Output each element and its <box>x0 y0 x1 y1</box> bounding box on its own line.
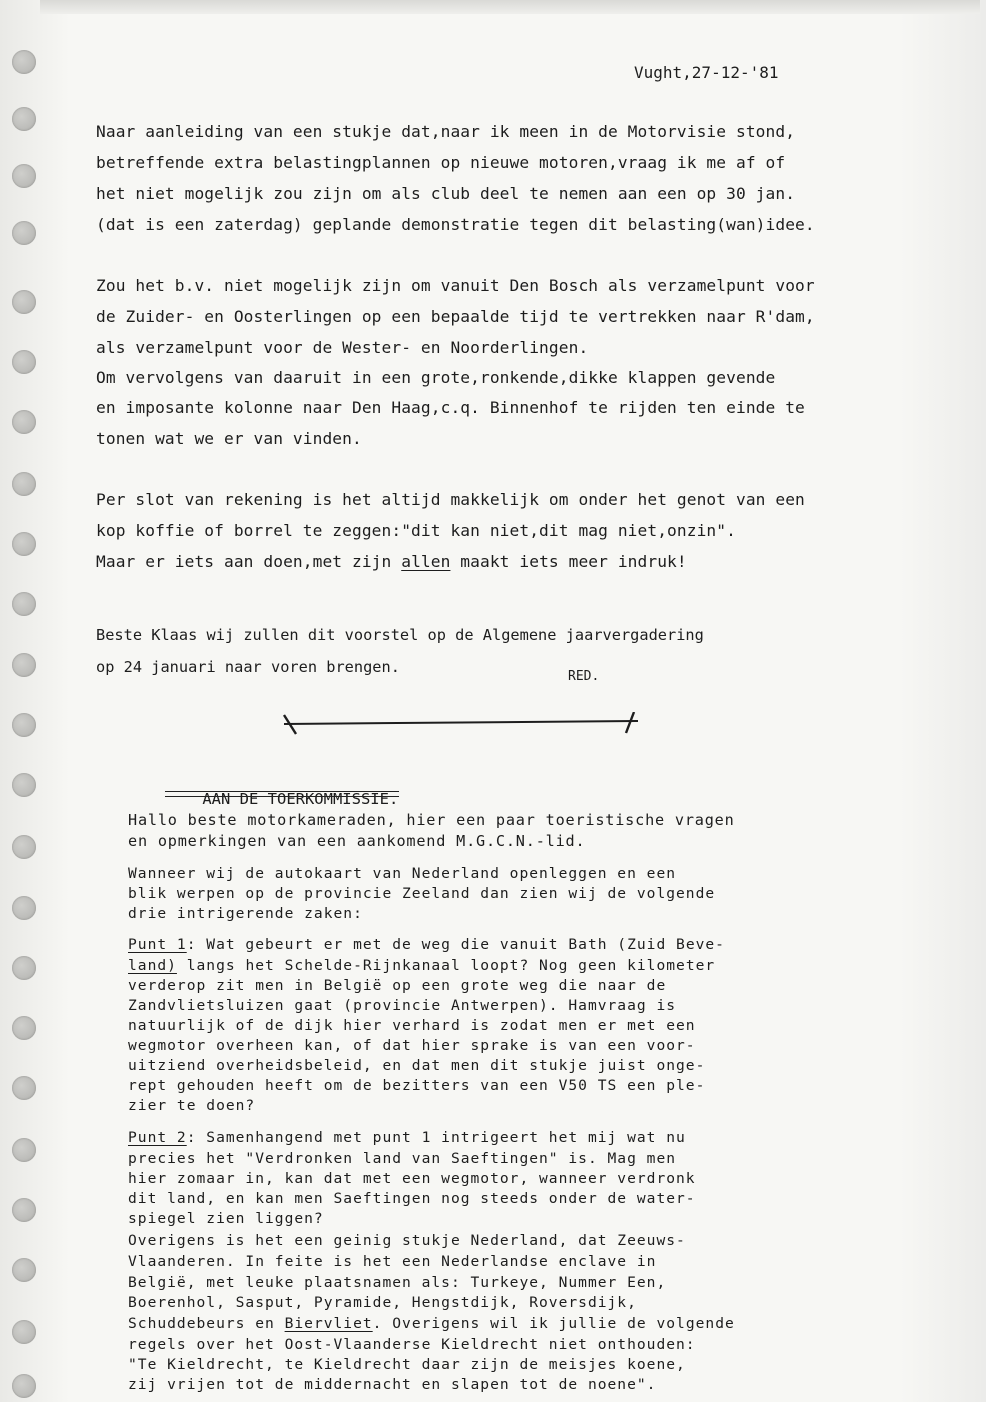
binder-hole-icon <box>12 1258 36 1282</box>
binder-hole-icon <box>12 290 36 314</box>
binder-hole-icon <box>12 835 36 859</box>
binder-hole-icon <box>12 107 36 131</box>
proposal-line: en imposante kolonne naar Den Haag,c.q. Binnenhof te rijden ten einde te <box>96 398 805 417</box>
reply-line: op 24 januari naar voren brengen. <box>96 658 400 676</box>
punt1-text: : Wat gebeurt er met de weg die vanuit Bath (Zuid Beve- <box>186 936 725 953</box>
punt2-text: : Samenhangend met punt 1 intrigeert het mij wat nu <box>186 1129 686 1146</box>
punt2-line: hier zomaar in, kan dat met een wegmotor, wanneer verdronk <box>128 1170 696 1187</box>
punt1-text: langs het Schelde-Rijnkanaal loopt? Nog geen kilometer <box>176 957 716 974</box>
punt1-line: Zandvlietsluizen gaat (provincie Antwerpen). Hamvraag is <box>128 997 677 1014</box>
closing-line <box>96 552 687 571</box>
punt2-line: precies het "Verdronken land van Saeftingen" is. Mag men <box>128 1150 677 1167</box>
reply-line: Beste Klaas wij zullen dit voorstel op de Algemene jaarvergadering <box>96 626 704 644</box>
punt2-line: Vlaanderen. In feite is het een Nederlandse enclave in <box>128 1253 657 1270</box>
punt2-line: dit land, en kan men Saeftingen nog steeds onder de water- <box>128 1190 696 1207</box>
binder-hole-icon <box>12 956 36 980</box>
para-line: drie intrigerende zaken: <box>128 905 363 922</box>
intro-line: (dat is een zaterdag) geplande demonstratie tegen dit belasting(wan)idee. <box>96 215 815 234</box>
binder-holes <box>12 40 42 1400</box>
closing-text: maakt iets meer indruk! <box>450 552 687 571</box>
proposal-line: de Zuider- en Oosterlingen op een bepaalde tijd te vertrekken naar R'dam, <box>96 307 815 326</box>
double-underline <box>165 791 399 797</box>
page-top-edge <box>40 0 980 14</box>
letter-date: Vught,27-12-'81 <box>634 63 779 82</box>
punt1-line: natuurlijk of de dijk hier verhard is zodat men er met een <box>128 1017 696 1034</box>
binder-hole-icon <box>12 1374 36 1398</box>
binder-hole-icon <box>12 1076 36 1100</box>
para-line: blik werpen op de provincie Zeeland dan zien wij de volgende <box>128 885 716 902</box>
binder-hole-icon <box>12 653 36 677</box>
para-line: Wanneer wij de autokaart van Nederland openleggen en een <box>128 865 677 882</box>
binder-hole-icon <box>12 532 36 556</box>
intro-line: Naar aanleiding van een stukje dat,naar ik meen in de Motorvisie stond, <box>96 122 796 141</box>
punt1-land: land) <box>128 957 177 974</box>
binder-hole-icon <box>12 472 36 496</box>
binder-hole-icon <box>12 773 36 797</box>
binder-hole-icon <box>12 1016 36 1040</box>
punt2-line: spiegel zien liggen? <box>128 1210 324 1227</box>
binder-hole-icon <box>12 713 36 737</box>
punt1-line <box>128 957 715 974</box>
binder-hole-icon <box>12 221 36 245</box>
poem-line: zij vrijen tot de middernacht en slapen tot de noene". <box>128 1376 657 1393</box>
underlined-word: allen <box>401 552 451 571</box>
binder-hole-icon <box>12 50 36 74</box>
proposal-line: als verzamelpunt voor de Wester- en Noorderlingen. <box>96 338 589 357</box>
binder-hole-icon <box>12 410 36 434</box>
binder-hole-icon <box>12 164 36 188</box>
proposal-line: Zou het b.v. niet mogelijk zijn om vanuit Den Bosch als verzamelpunt voor <box>96 276 815 295</box>
punt1-line: uitziend overheidsbeleid, en dat men dit stukje juist onge- <box>128 1057 706 1074</box>
poem-line: regels over het Oost-Vlaanderse Kieldrecht niet onthouden: <box>128 1336 696 1353</box>
proposal-line: Om vervolgens van daaruit in een grote,ronkende,dikke klappen gevende <box>96 368 776 387</box>
binder-hole-icon <box>12 1138 36 1162</box>
punt1-line: zier te doen? <box>128 1097 256 1114</box>
intro-line: betreffende extra belastingplannen op nieuwe motoren,vraag ik me af of <box>96 153 786 172</box>
proposal-line: tonen wat we er van vinden. <box>96 429 362 448</box>
punt2-line: Boerenhol, Sasput, Pyramide, Hengstdijk, Roversdijk, <box>128 1294 637 1311</box>
punt2-line: België, met leuke plaatsnamen als: Turkeye, Nummer Een, <box>128 1274 667 1291</box>
binder-hole-icon <box>12 592 36 616</box>
binder-hole-icon <box>12 896 36 920</box>
divider-arrow <box>282 712 644 736</box>
closing-line: Per slot van rekening is het altijd makkelijk om onder het genot van een <box>96 490 805 509</box>
closing-text: Maar er iets aan doen,met zijn <box>96 552 402 571</box>
greeting-line: Hallo beste motorkameraden, hier een paar toeristische vragen <box>128 811 735 829</box>
punt2-line <box>128 1315 735 1332</box>
punt1-label: Punt 1 <box>128 936 187 953</box>
intro-line: het niet mogelijk zou zijn om als club deel te nemen aan een op 30 jan. <box>96 184 796 203</box>
punt2-label: Punt 2 <box>128 1129 187 1146</box>
binder-hole-icon <box>12 1198 36 1222</box>
schudde-text: Schuddebeurs en <box>128 1315 285 1332</box>
punt1-line: verderop zit men in België op een grote weg die naar de <box>128 977 667 994</box>
poem-line: "Te Kieldrecht, te Kieldrecht daar zijn de meisjes koene, <box>128 1356 686 1373</box>
greeting-line: en opmerkingen van een aankomend M.G.C.N.-lid. <box>128 832 586 850</box>
punt1-line: rept gehouden heeft om de bezitters van een V50 TS een ple- <box>128 1077 706 1094</box>
binder-hole-icon <box>12 350 36 374</box>
underlined-place: Biervliet <box>284 1315 373 1332</box>
schudde-text: . Overigens wil ik jullie de volgende <box>372 1315 735 1332</box>
binder-hole-icon <box>12 1320 36 1344</box>
editor-signature: RED. <box>568 669 600 684</box>
punt2-line <box>128 1129 686 1146</box>
punt2-line: Overigens is het een geinig stukje Nederland, dat Zeeuws- <box>128 1232 686 1249</box>
section-heading-text: AAN DE TOERKOMMISSIE. <box>202 790 399 808</box>
punt1-line <box>128 936 725 953</box>
punt1-line: wegmotor overheen kan, of dat hier sprake is van een voor- <box>128 1037 696 1054</box>
closing-line: kop koffie of borrel te zeggen:"dit kan niet,dit mag niet,onzin". <box>96 521 736 540</box>
